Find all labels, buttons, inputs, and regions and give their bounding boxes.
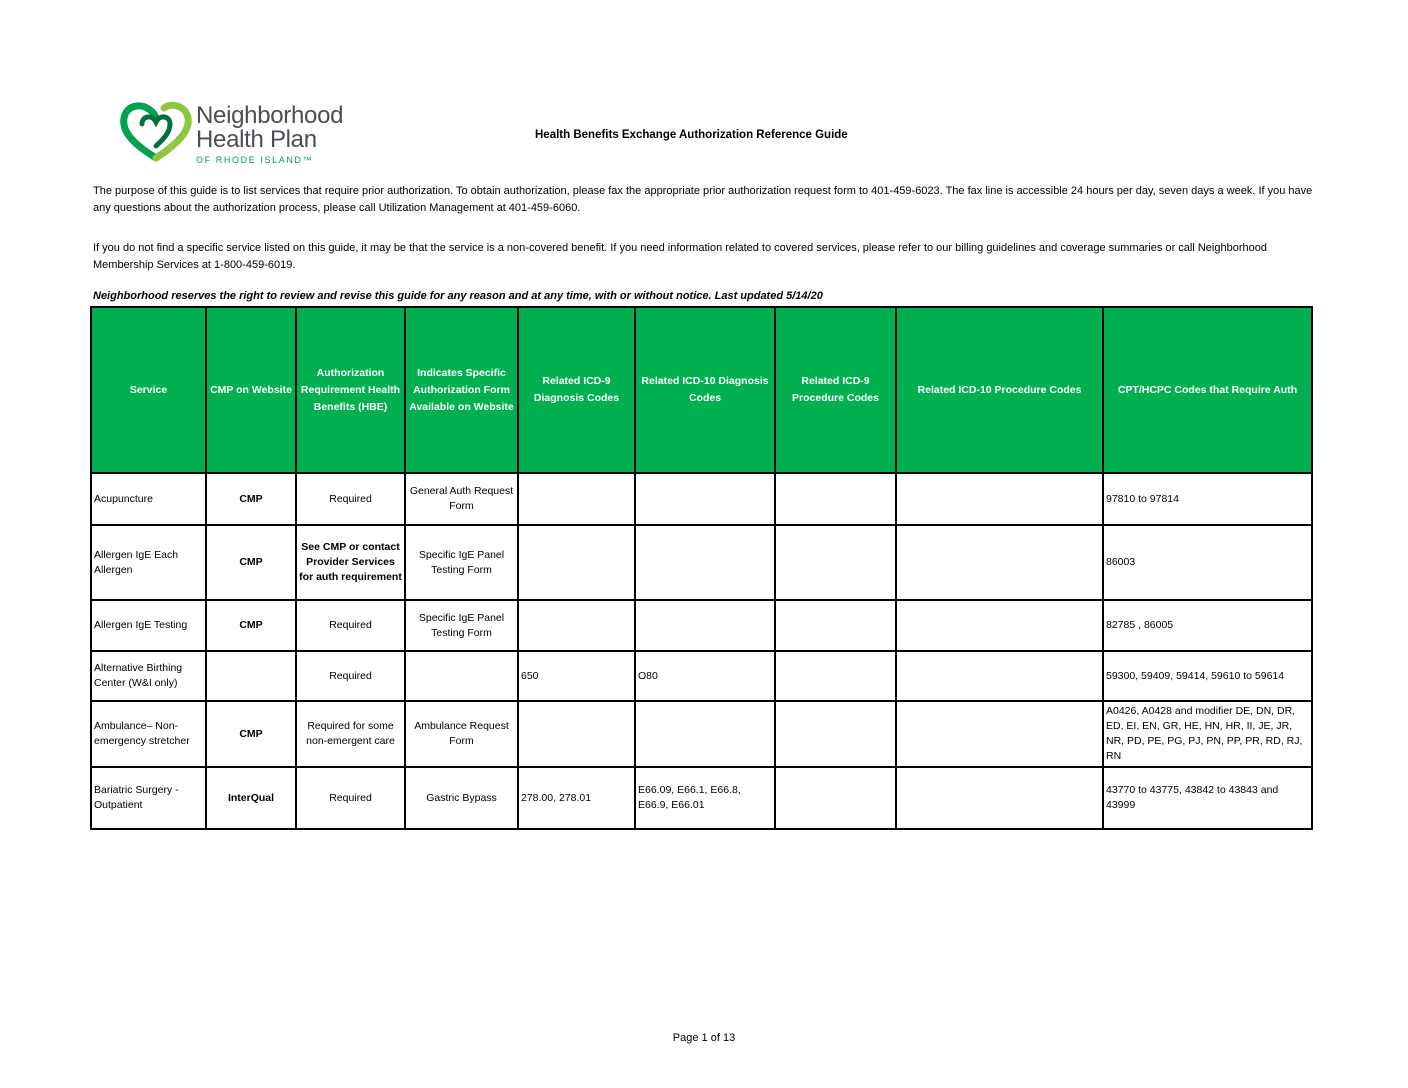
- logo-line-3: OF RHODE ISLAND™: [196, 155, 314, 165]
- cell-auth-requirement: Required: [296, 651, 405, 701]
- logo-line-1: Neighborhood: [196, 102, 344, 129]
- intro-paragraph-2: If you do not find a specific service listed on this guide, it may be that the service is a non-covered benefit. If you need information related to covered services, please refer to our billing guidelines and coverage summaries or call Neighborhood Membership Services at 1-800-459-6019.: [93, 242, 1267, 271]
- cell-icd9-procedure: [775, 701, 896, 767]
- cell-form: Ambulance Request Form: [405, 701, 518, 767]
- logo-line-2: Health Plan: [196, 126, 317, 153]
- intro-paragraph-1: The purpose of this guide is to list services that require prior authorization. To obtain authorization, please fax the appropriate prior authorization request form to 401-459-6023. The fax line is accessible 24 hours per day, seven days a week. If you have any questions about the authorization process, please call Utilization Management at 401-459-6060.: [93, 185, 1313, 214]
- cell-cmp: [206, 651, 296, 701]
- header-icd10-diagnosis: Related ICD-10 Diagnosis Codes: [635, 307, 775, 473]
- cell-form: [405, 651, 518, 701]
- cell-auth-requirement: Required: [296, 767, 405, 829]
- table-header-row: [91, 307, 1312, 473]
- cell-icd10-diagnosis: [635, 525, 775, 600]
- cell-icd9-procedure: [775, 767, 896, 829]
- cell-service: Acupuncture: [91, 473, 206, 525]
- cell-service: Ambulance– Non-emergency stretcher: [91, 701, 206, 767]
- table-row: [91, 525, 1312, 600]
- cell-icd9-diagnosis: [518, 525, 635, 600]
- cell-cmp: InterQual: [206, 767, 296, 829]
- cell-icd10-diagnosis: [635, 473, 775, 525]
- table-row: [91, 651, 1312, 701]
- header-icd10-procedure: Related ICD-10 Procedure Codes: [896, 307, 1103, 473]
- cell-icd9-diagnosis: [518, 600, 635, 651]
- cell-service: Alternative Birthing Center (W&I only): [91, 651, 206, 701]
- header-specific-form: Indicates Specific Authorization Form Available on Website: [405, 307, 518, 473]
- page-number: Page 1 of 13: [672, 1032, 736, 1044]
- table-row: [91, 600, 1312, 651]
- cell-cpt-hcpc: A0426, A0428 and modifier DE, DN, DR, ED, EI, EN, GR, HE, HN, HR, II, JE, JR, NR, PD, PE, PG, PJ, PN, PP, PR, RD, RJ, RN: [1103, 701, 1312, 767]
- cell-icd10-diagnosis: E66.09, E66.1, E66.8, E66.9, E66.01: [635, 767, 775, 829]
- header-cmp-on-website: CMP on Website: [206, 307, 296, 473]
- header-icd9-diagnosis: Related ICD-9 Diagnosis Codes: [518, 307, 635, 473]
- cell-icd10-procedure: [896, 701, 1103, 767]
- cell-icd10-procedure: [896, 525, 1103, 600]
- cell-icd10-procedure: [896, 767, 1103, 829]
- cell-icd9-procedure: [775, 525, 896, 600]
- cell-auth-requirement: Required: [296, 473, 405, 525]
- cell-icd10-procedure: [896, 651, 1103, 701]
- cell-form: Specific IgE Panel Testing Form: [405, 600, 518, 651]
- cell-icd10-diagnosis: O80: [635, 651, 775, 701]
- table-row: [91, 701, 1312, 767]
- header-service: Service: [91, 307, 206, 473]
- cell-icd9-procedure: [775, 473, 896, 525]
- cell-cmp: CMP: [206, 600, 296, 651]
- cell-icd9-procedure: [775, 651, 896, 701]
- cell-cmp: CMP: [206, 525, 296, 600]
- cell-icd9-diagnosis: [518, 701, 635, 767]
- cell-cmp: CMP: [206, 473, 296, 525]
- cell-cpt-hcpc: 59300, 59409, 59414, 59610 to 59614: [1103, 651, 1312, 701]
- disclaimer-note: Neighborhood reserves the right to review and revise this guide for any reason and at any time, with or without notice. Last updated 5/14/20: [93, 290, 823, 302]
- cell-service: Allergen IgE Each Allergen: [91, 525, 206, 600]
- cell-icd10-procedure: [896, 600, 1103, 651]
- cell-icd9-diagnosis: 278.00, 278.01: [518, 767, 635, 829]
- cell-icd10-diagnosis: [635, 600, 775, 651]
- cell-form: General Auth Request Form: [405, 473, 518, 525]
- cell-icd9-procedure: [775, 600, 896, 651]
- cell-service: Allergen IgE Testing: [91, 600, 206, 651]
- neighborhood-logo: [120, 100, 360, 170]
- cell-icd10-diagnosis: [635, 701, 775, 767]
- cell-cpt-hcpc: 82785 , 86005: [1103, 600, 1312, 651]
- header-authorization-requirement: Authorization Requirement Health Benefits (HBE): [296, 307, 405, 473]
- table-row: [91, 473, 1312, 525]
- cell-cpt-hcpc: 86003: [1103, 525, 1312, 600]
- cell-cmp: CMP: [206, 701, 296, 767]
- cell-icd9-diagnosis: [518, 473, 635, 525]
- header-icd9-procedure: Related ICD-9 Procedure Codes: [775, 307, 896, 473]
- cell-cpt-hcpc: 97810 to 97814: [1103, 473, 1312, 525]
- cell-cpt-hcpc: 43770 to 43775, 43842 to 43843 and 43999: [1103, 767, 1312, 829]
- cell-auth-requirement: See CMP or contact Provider Services for auth requirement: [296, 525, 405, 600]
- authorization-table: [90, 306, 1313, 830]
- table-row: [91, 767, 1312, 829]
- heart-logo-icon: [120, 100, 192, 164]
- cell-auth-requirement: Required: [296, 600, 405, 651]
- logo-wordmark: [196, 104, 343, 165]
- page-title: Health Benefits Exchange Authorization Reference Guide: [535, 129, 848, 141]
- cell-service: Bariatric Surgery - Outpatient: [91, 767, 206, 829]
- cell-icd9-diagnosis: 650: [518, 651, 635, 701]
- header-cpt-hcpc: CPT/HCPC Codes that Require Auth: [1103, 307, 1312, 473]
- cell-auth-requirement: Required for some non-emergent care: [296, 701, 405, 767]
- cell-icd10-procedure: [896, 473, 1103, 525]
- cell-form: Gastric Bypass: [405, 767, 518, 829]
- cell-form: Specific IgE Panel Testing Form: [405, 525, 518, 600]
